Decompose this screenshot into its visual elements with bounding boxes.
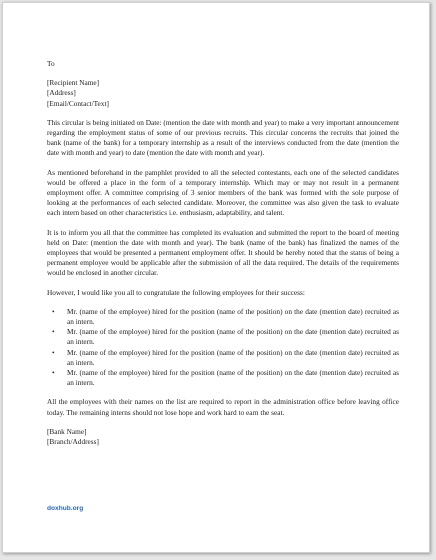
spacer <box>47 388 399 397</box>
letter-body <box>47 59 399 447</box>
paragraph-closing: All the employees with their names on the list are required to report in the administration office before leaving office today. The remaining interns should not lose hope and work hard to earn the seat. <box>47 397 399 417</box>
spacer <box>47 109 399 118</box>
paragraph-background: As mentioned beforehand in the pamphlet provided to all the selected contestants, each one of the selected candidates would be offered a place in the form of a temporary internship. Which may or may not result in a permanent employment offer. A committee comprising of 3 senior members of the bank was formed with the sole purpose of looking at the performances of each selected candidate. Moreover, the committee was also given the task to evaluate each intern based on other characteristics i.e. enthusiasm, adaptability, and talent. <box>47 167 399 218</box>
doxhub-link[interactable]: doxhub.org <box>47 505 84 512</box>
list-item: • Mr. (name of the employee) hired for the position (name of the position) on the date (mention date) recruited as an intern. <box>47 368 399 388</box>
recipient-name: [Recipient Name] <box>47 78 100 88</box>
paragraph-congratulations: However, I would like you all to congratulate the following employees for their success: <box>47 287 305 297</box>
signature-block <box>47 427 399 447</box>
recipient-block <box>47 78 399 109</box>
document-page <box>2 2 430 553</box>
list-item: • Mr. (name of the employee) hired for the position (name of the position) on the date (mention date) recruited as an intern. <box>47 348 399 368</box>
spacer <box>47 279 399 288</box>
recipient-address: [Address] <box>47 88 76 98</box>
list-item: • Mr. (name of the employee) hired for the position (name of the position) on the date (mention date) recruited as an intern. <box>47 307 399 327</box>
paragraph-evaluation: It is to inform you all that the committee has completed its evaluation and submitted the report to the board of meeting held on Date: (mention the date with month and year). The bank (name of the bank) has finalized the names of the employees that would be presented a permanent employment offer. It should be hereby noted that the status of being a permanent employee would be applicable after the submission of all the data required. The details of the requirements would be enclosed in another circular. <box>47 227 399 278</box>
signature-branch-address: [Branch/Address] <box>47 437 99 447</box>
spacer <box>47 219 399 228</box>
recipient-contact: [Email/Contact/Text] <box>47 98 109 108</box>
paragraph-intro: This circular is being initiated on Date: (mention the date with month and year) to make a very important announcement regarding the employment status of some of our previous recruits. This circular concerns the recruits that joined the bank (name of the bank) for a temporary internship as a result of the interviews conducted from the date (mention the date with month and year) to date (mention the date with month and year). <box>47 117 399 158</box>
spacer <box>47 69 399 78</box>
list-item: • Mr. (name of the employee) hired for the position (name of the position) on the date (mention date) recruited as an intern. <box>47 327 399 347</box>
spacer <box>47 298 399 307</box>
signature-bank-name: [Bank Name] <box>47 426 87 436</box>
spacer <box>47 159 399 168</box>
salutation: To <box>47 59 55 68</box>
employee-list <box>47 307 399 389</box>
spacer <box>47 418 399 427</box>
